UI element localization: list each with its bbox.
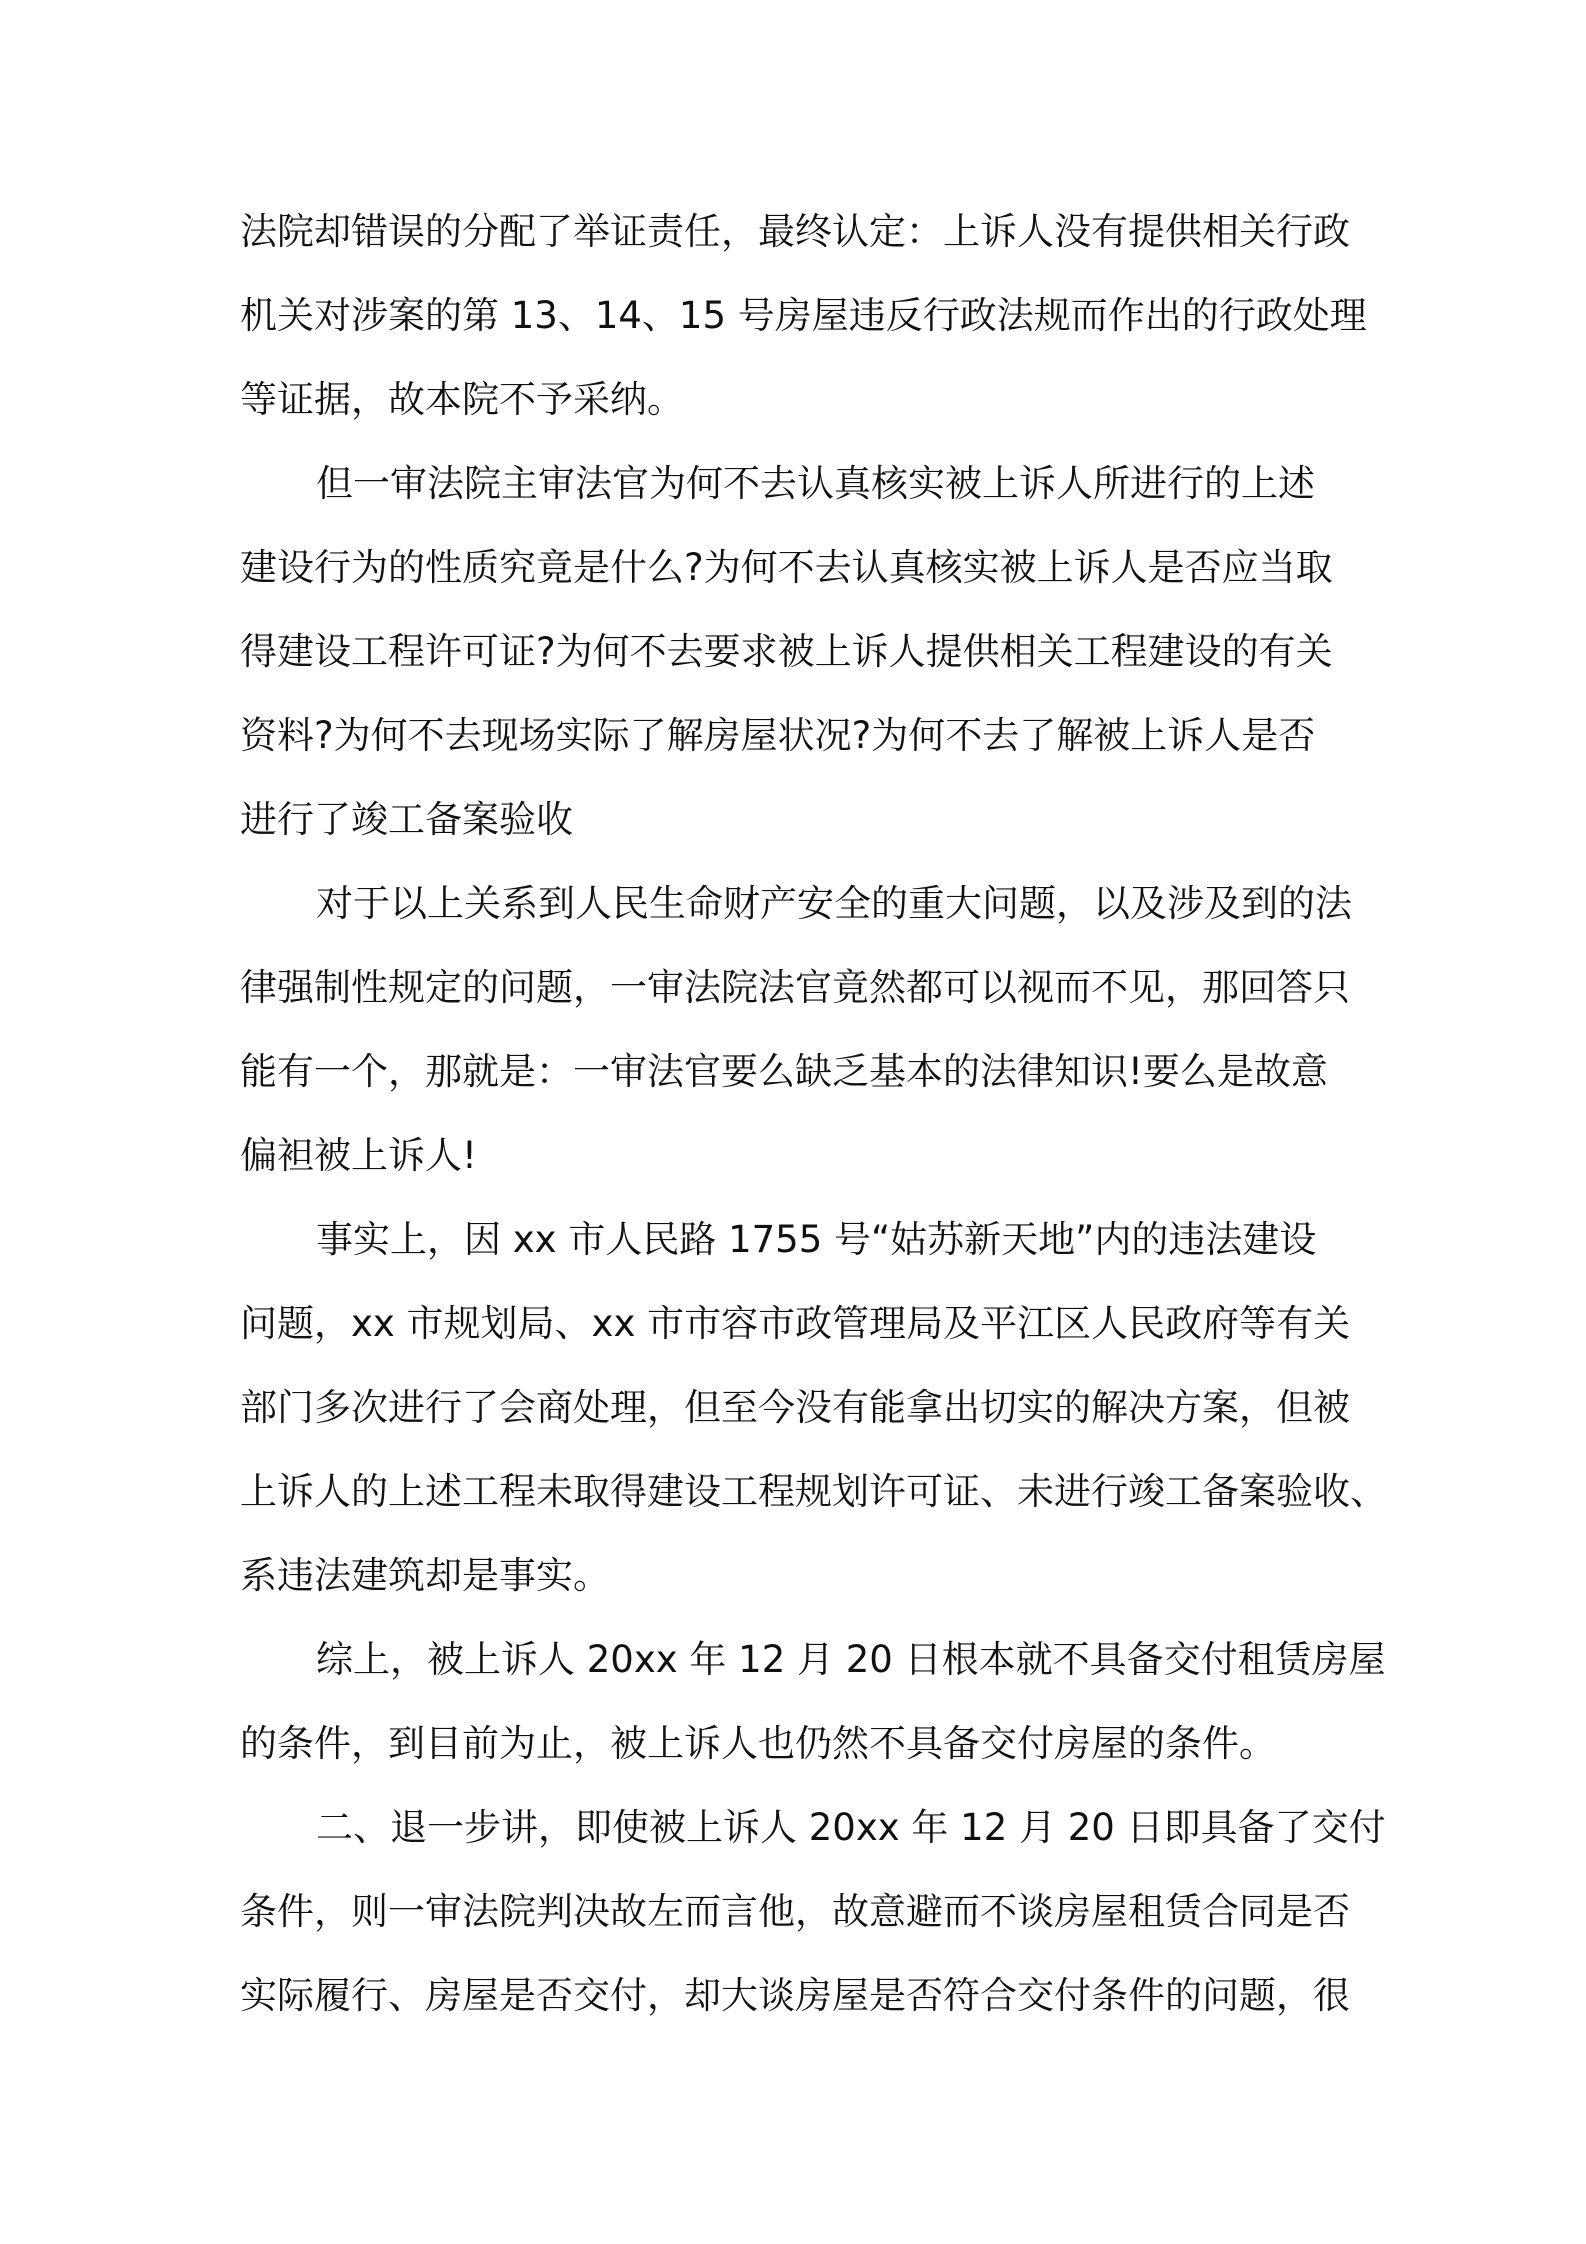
text-line: 机关对涉案的第 13、14、15 号房屋违反行政法规而作出的行政处理 [240, 294, 1367, 337]
text-line: 进行了竣工备案验收 [240, 798, 573, 841]
text-line: 条件，则一审法院判决故左而言他，故意避而不谈房屋租赁合同是否 [240, 1890, 1350, 1933]
text-line: 法院却错误的分配了举证责任，最终认定：上诉人没有提供相关行政 [240, 210, 1350, 253]
document-body [240, 190, 1387, 2038]
text-line: 系违法建筑却是事实。 [240, 1554, 610, 1597]
text-line: 资料?为何不去现场实际了解房屋状况?为何不去了解被上诉人是否 [240, 714, 1316, 757]
text-line: 能有一个，那就是：一审法官要么缺乏基本的法律知识!要么是故意 [240, 1050, 1328, 1093]
text-line: 事实上，因 xx 市人民路 1755 号“姑苏新天地”内的违法建设 [316, 1218, 1317, 1261]
text-line: 问题，xx 市规划局、xx 市市容市政管理局及平江区人民政府等有关 [240, 1302, 1351, 1345]
text-line: 律强制性规定的问题，一审法院法官竟然都可以视而不见，那回答只 [240, 966, 1350, 1009]
text-line: 实际履行、房屋是否交付，却大谈房屋是否符合交付条件的问题，很 [240, 1974, 1350, 2017]
text-line: 偏袒被上诉人! [240, 1134, 477, 1177]
text-line: 二、退一步讲，即使被上诉人 20xx 年 12 月 20 日即具备了交付 [316, 1806, 1386, 1849]
text-line: 但一审法院主审法官为何不去认真核实被上诉人所进行的上述 [316, 462, 1315, 505]
text-line: 的条件，到目前为止，被上诉人也仍然不具备交付房屋的条件。 [240, 1722, 1276, 1765]
text-line: 部门多次进行了会商处理，但至今没有能拿出切实的解决方案，但被 [240, 1386, 1350, 1429]
text-line: 等证据，故本院不予采纳。 [240, 378, 684, 421]
text-line: 上诉人的上述工程未取得建设工程规划许可证、未进行竣工备案验收、 [240, 1470, 1387, 1513]
text-line: 对于以上关系到人民生命财产安全的重大问题，以及涉及到的法 [316, 882, 1352, 925]
text-line: 综上，被上诉人 20xx 年 12 月 20 日根本就不具备交付租赁房屋 [316, 1638, 1386, 1681]
text-line: 得建设工程许可证?为何不去要求被上诉人提供相关工程建设的有关 [240, 630, 1333, 673]
text-line: 建设行为的性质究竟是什么?为何不去认真核实被上诉人是否应当取 [240, 546, 1333, 589]
